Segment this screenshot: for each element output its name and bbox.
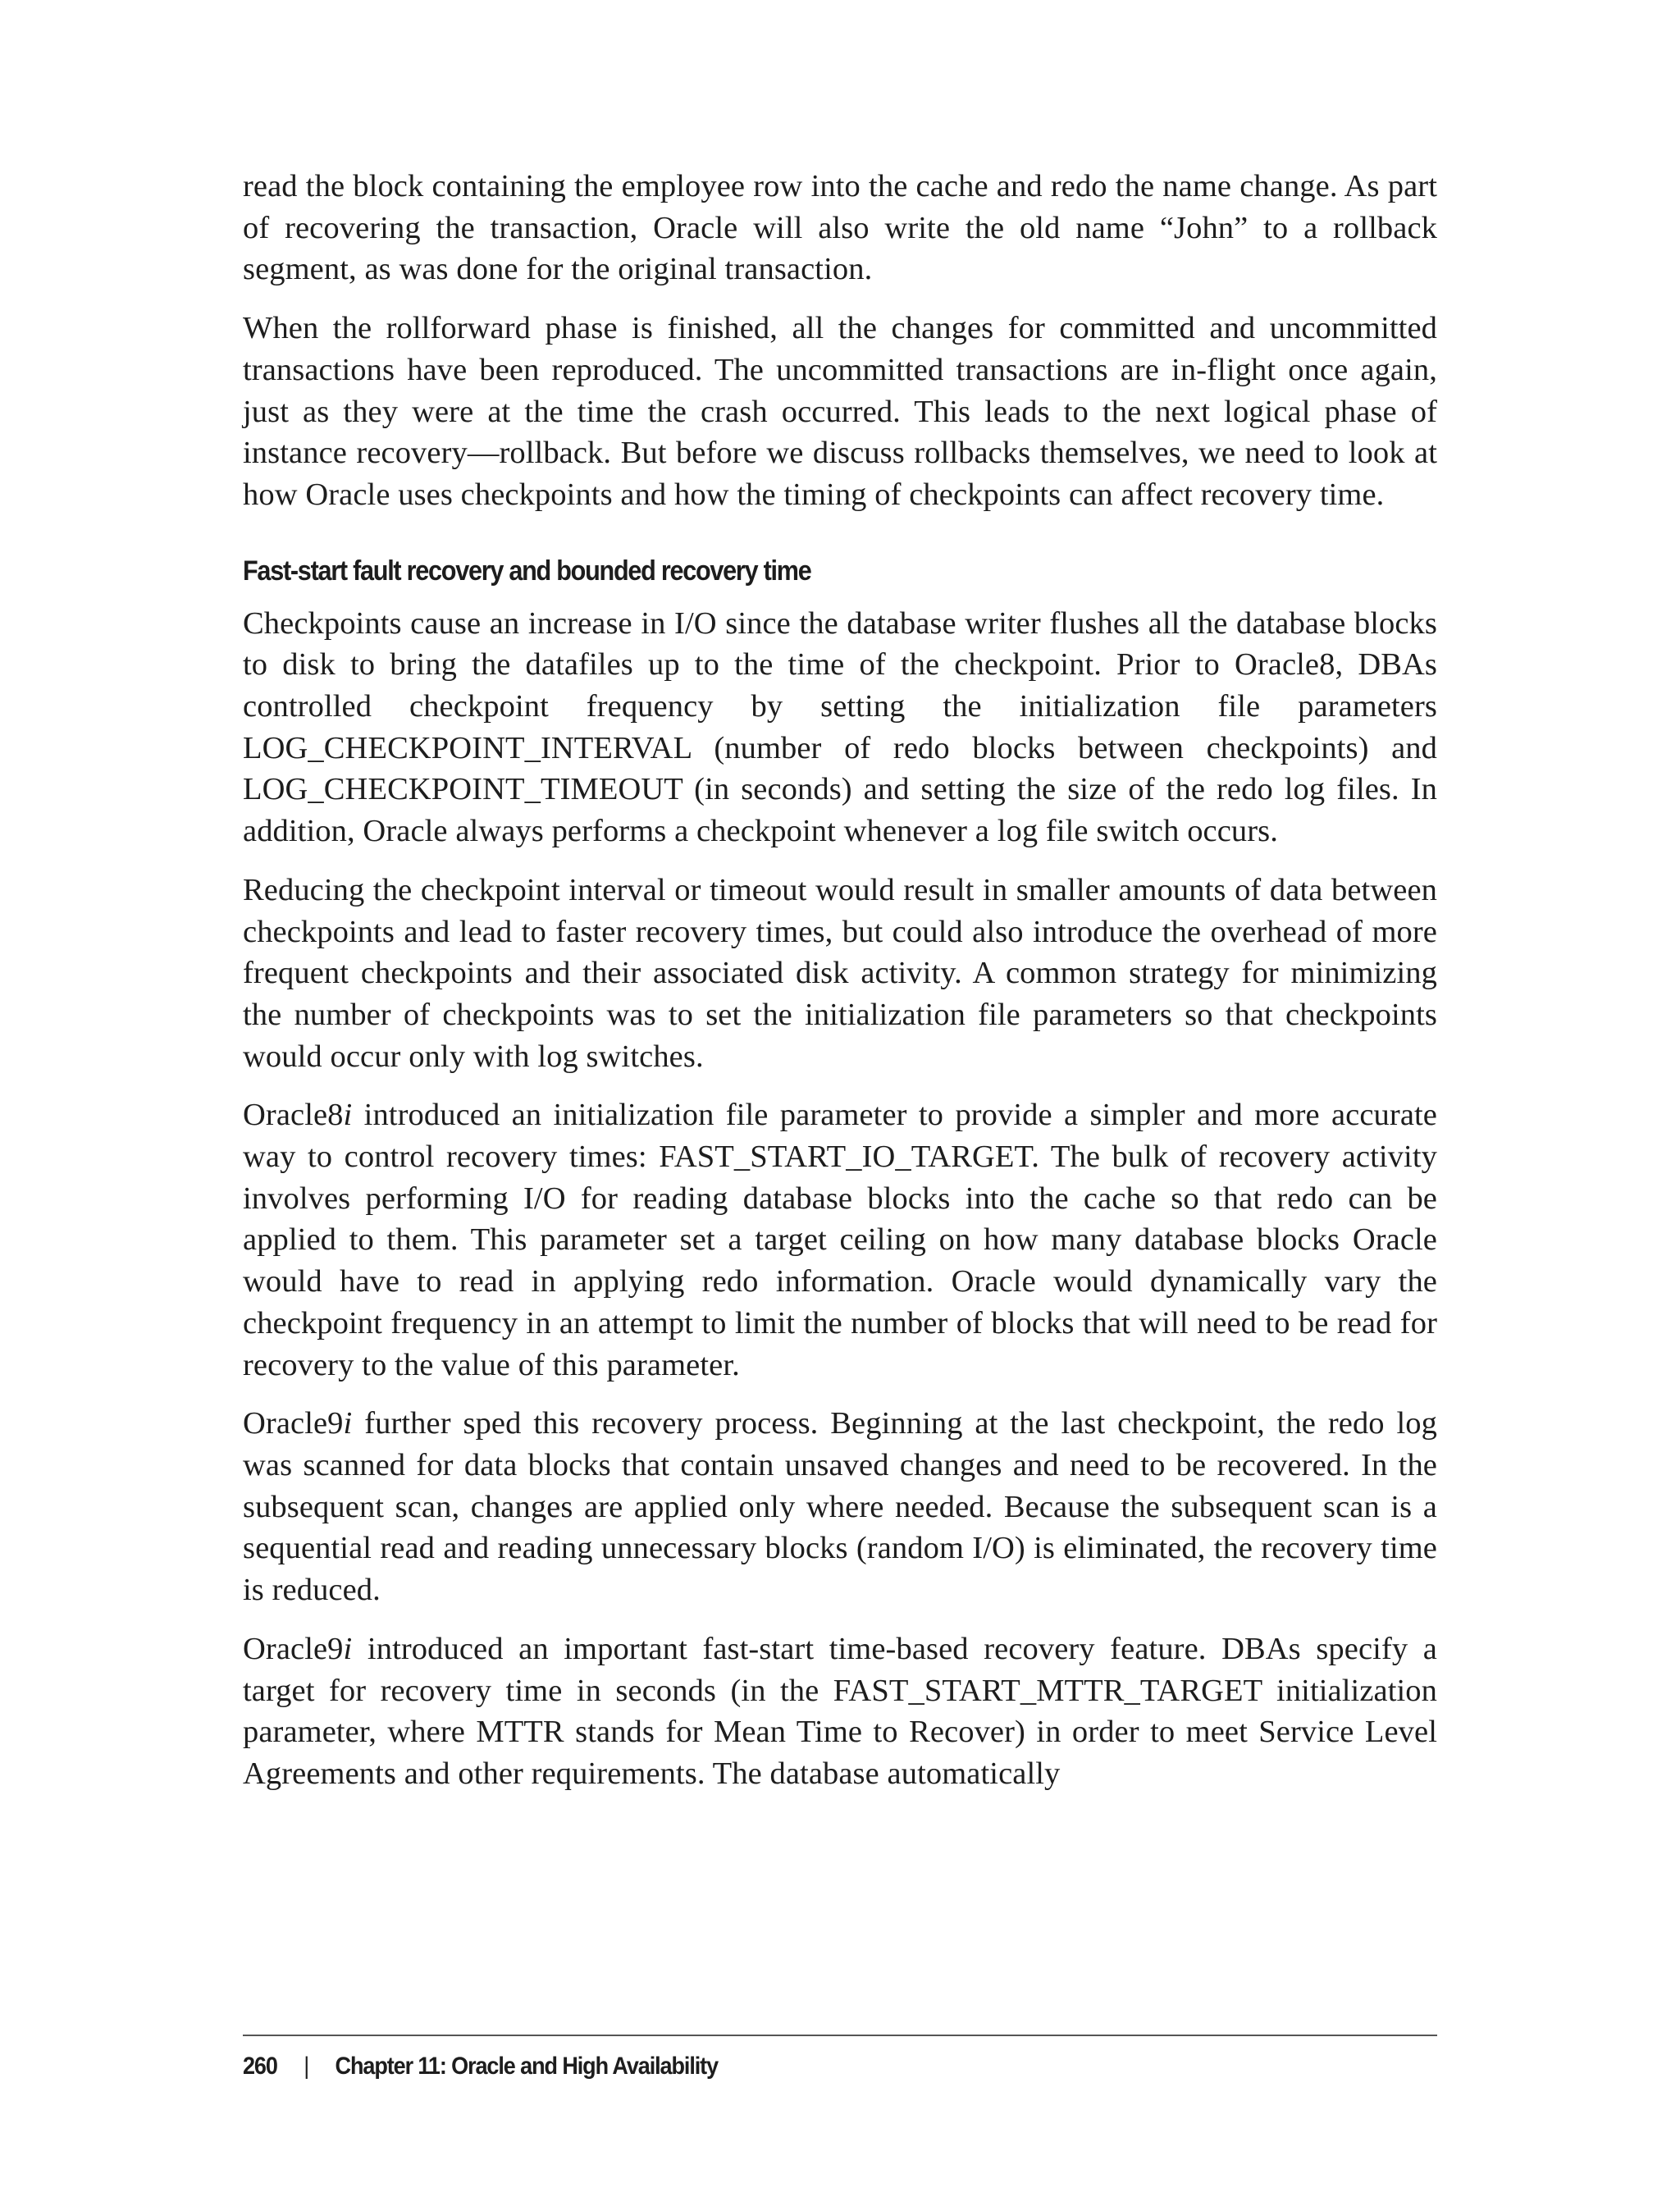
paragraph-text: introduced an important fast-start time-based recovery feature. DBAs specify a target for recovery time in seconds (in the FAST_START_MTTR_TARGET initialization parameter, where MTTR stands for Mean Time to Recover) in order to meet Service Level Agreements and other requirements. The database automatically	[243, 1631, 1437, 1791]
paragraph-6	[243, 1403, 1437, 1611]
paragraph-3: Checkpoints cause an increase in I/O since the database writer flushes all the database blocks to disk to bring the datafiles up to the time of the checkpoint. Prior to Oracle8, DBAs controlled checkpoint frequency by setting the initialization file parameters LOG_CHECKPOINT_INTERVAL (number of redo blocks between checkpoints) and LOG_CHECKPOINT_TIMEOUT (in seconds) and setting the size of the redo log files. In addition, Oracle always performs a checkpoint whenever a log file switch occurs.	[243, 605, 1437, 849]
paragraph-4: Reducing the checkpoint interval or timeout would result in smaller amounts of data between checkpoints and lead to faster recovery times, but could also introduce the overhead of more frequent checkpoints and their associated disk activity. A common strategy for minimizing the number of checkpoints was to set the initialization file parameters so that checkpoints would occur only with log switches.	[243, 872, 1437, 1074]
chapter-title: Chapter 11: Oracle and High Availability	[335, 2053, 719, 2080]
page-body	[243, 166, 1437, 1812]
product-suffix: i	[343, 1406, 353, 1441]
product-suffix: i	[343, 1631, 353, 1666]
page-footer	[243, 2035, 1437, 2080]
product-name: Oracle9	[243, 1631, 344, 1666]
section-heading: Fast-start fault recovery and bounded recovery time	[243, 555, 811, 587]
product-name: Oracle9	[243, 1406, 344, 1441]
paragraph-1: read the block containing the employee row into the cache and redo the name change. As part of recovering the transaction, Oracle will also write the old name “John” to a rollback segment, as was done for the original transaction.	[243, 169, 1437, 287]
paragraph-5	[243, 1094, 1437, 1386]
paragraph-2: When the rollforward phase is finished, all the changes for committed and uncommitted transactions have been reproduced. The uncommitted transactions are in-flight once again, just as they were at the time the crash occurred. This leads to the next logical phase of instance recovery—rollback. But before we discuss rollbacks themselves, we need to look at how Oracle uses checkpoints and how the timing of checkpoints can affect recovery time.	[243, 311, 1437, 512]
paragraph-text: introduced an initialization file parameter to provide a simpler and more accurate way to control recovery times: FAST_START_IO_TARGET. The bulk of recovery activity involves performing I/O for reading database blocks into the cache so that redo can be applied to them. This parameter set a target ceiling on how many database blocks Oracle would have to read in applying redo information. Oracle would dynamically vary the checkpoint frequency in an attempt to limit the number of blocks that will need to be read for recovery to the value of this parameter.	[243, 1098, 1437, 1382]
paragraph-7	[243, 1628, 1437, 1795]
footer-line	[243, 2053, 718, 2080]
product-name: Oracle8	[243, 1098, 344, 1133]
paragraph-text: further sped this recovery process. Beginning at the last checkpoint, the redo log was scanned for data blocks that contain unsaved changes and need to be recovered. In the subsequent scan, changes are applied only where needed. Because the subsequent scan is a sequential read and reading unnecessary blocks (random I/O) is eliminated, the recovery time is reduced.	[243, 1406, 1437, 1608]
footer-separator: |	[304, 2053, 309, 2080]
page-number: 260	[243, 2053, 277, 2080]
product-suffix: i	[343, 1098, 353, 1133]
